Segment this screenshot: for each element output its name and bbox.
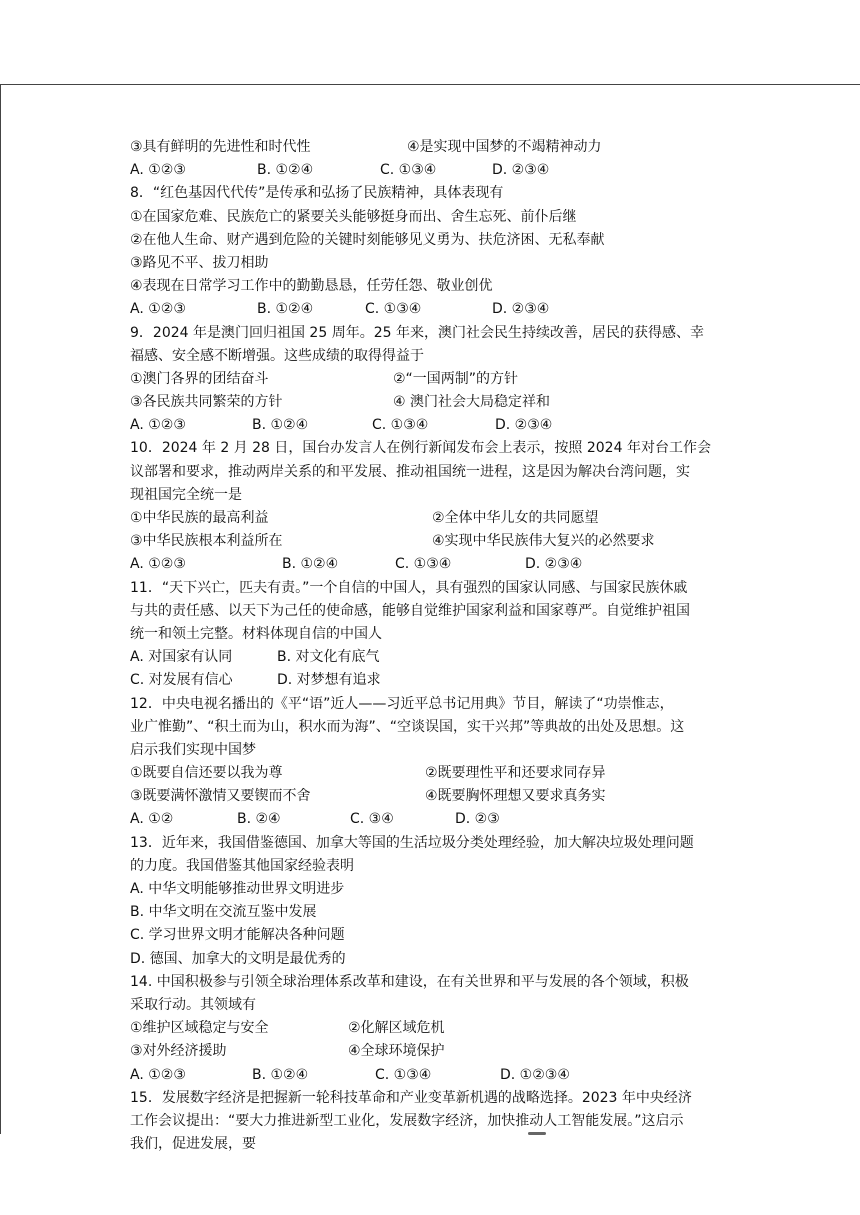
q13-option-c-row [130, 924, 742, 947]
q14-options [130, 1064, 742, 1087]
q9-statement-2: ②“一国两制”的方针 [393, 370, 519, 387]
q11-stem-line-1: 11．“天下兴亡，匹夫有责。”一个自信的中国人，具有强烈的国家认同感、与国家民族休戚 [130, 579, 688, 596]
q12-options [130, 808, 742, 831]
page-top-rule [0, 84, 860, 85]
q10-option-d[interactable]: D. ②③④ [525, 556, 583, 573]
q13-option-b[interactable]: B. 中华文明在交流互鉴中发展 [130, 904, 317, 921]
scan-mark [528, 1132, 546, 1135]
q10-statement-2: ②全体中华儿女的共同愿望 [432, 510, 599, 526]
q12-stem-line-2: 业广惟勤”、“积土而为山，积水而为海”、“空谈误国，实干兴邦”等典故的出处及思想。这 [130, 718, 685, 735]
q15-stem-line-2: 工作会议提出：“要大力推进新型工业化，发展数字经济，加快推动人工智能发展。”这启示 [130, 1112, 684, 1129]
q11-option-a[interactable]: A. 对国家有认同 [130, 649, 233, 666]
q14-option-c[interactable]: C. ①③④ [375, 1066, 432, 1083]
q8-statement-1: ①在国家危难、民族危亡的紧要关头能够挺身而出、舍生忘死、前仆后继 [130, 208, 577, 225]
q9-statement-4: ④ 澳门社会大局稳定祥和 [393, 394, 551, 411]
q13-option-b-row [130, 901, 742, 924]
page-left-rule [0, 84, 1, 1134]
q14-statement-3: ③对外经济援助 [130, 1043, 227, 1060]
q10-statement-4: ④实现中华民族伟大复兴的必然要求 [432, 533, 655, 550]
q7-statement-4: ④是实现中国梦的不竭精神动力 [407, 139, 602, 155]
q8-option-d[interactable]: D. ②③④ [492, 301, 550, 318]
q11-option-d[interactable]: D. 对梦想有追求 [277, 672, 381, 689]
q11-options-row-1 [130, 646, 742, 669]
q14-statements-row-2 [130, 1040, 742, 1063]
q14-statements-row-1 [130, 1017, 742, 1040]
q8-statement-3: ③路见不平、拔刀相助 [130, 254, 269, 271]
q12-option-c[interactable]: C. ③④ [350, 811, 394, 828]
q15-stem-line-3: 我们，促进发展，要 [130, 1136, 256, 1153]
q14-option-b[interactable]: B. ①②④ [252, 1066, 309, 1083]
q14-stem-line-1: 14. 中国积极参与引领全球治理体系改革和建设，在有关世界和平与发展的各个领域，积极 [130, 973, 689, 990]
q8-statement-2: ②在他人生命、财产遇到危险的关键时刻能够见义勇为、扶危济困、无私奉献 [130, 231, 605, 248]
q12-statement-2: ②既要理性平和还要求同存异 [425, 765, 606, 782]
q10-option-b[interactable]: B. ①②④ [282, 556, 339, 573]
q13-option-d-row [130, 948, 742, 971]
q12-stem-line-1: 12．中央电视名播出的《平“语”近人——习近平总书记用典》节目，解读了“功崇惟志， [130, 695, 674, 712]
q10-stem-line-3: 现祖国完全统一是 [130, 486, 242, 503]
q10-stem-line-2: 议部署和要求，推动两岸关系的和平发展、推动祖国统一进程，这是因为解决台湾问题，实 [130, 463, 690, 480]
q15-stem-line-1: 15．发展数字经济是把握新一轮科技革命和产业变革新机遇的战略选择。2023 年中央经济 [130, 1089, 692, 1106]
q11-options-row-2 [130, 669, 742, 692]
q9-option-a[interactable]: A. ①②③ [130, 417, 186, 434]
q12-option-a[interactable]: A. ①② [130, 811, 174, 828]
q9-statement-3: ③各民族共同繁荣的方针 [130, 394, 283, 411]
q9-stem-line-2: 福感、安全感不断增强。这些成绩的取得得益于 [130, 347, 424, 364]
q12-option-b[interactable]: B. ②④ [237, 811, 281, 828]
q14-statement-4: ④全球环境保护 [348, 1043, 445, 1060]
q7-options [130, 159, 742, 182]
q10-option-c[interactable]: C. ①③④ [395, 556, 452, 573]
q8-options [130, 298, 742, 321]
q10-stem-line-1: 10．2024 年 2 月 28 日，国台办发言人在例行新闻发布会上表示，按照 2024 年对台工作会 [130, 440, 711, 457]
q12-statements-row-2 [130, 785, 742, 808]
q12-statement-4: ④既要胸怀理想又要求真务实 [425, 788, 606, 805]
q11-stem-line-3: 统一和领土完整。材料体现自信的中国人 [130, 625, 382, 642]
q10-statements-row-2 [130, 530, 742, 553]
q13-option-a[interactable]: A. 中华文明能够推动世界文明进步 [130, 881, 345, 897]
q10-statements-row-1 [130, 507, 742, 530]
q12-statement-1: ①既要自信还要以我为尊 [130, 765, 283, 782]
q9-option-b[interactable]: B. ①②④ [252, 417, 309, 434]
q7-statements-row [130, 136, 742, 159]
q13-option-d[interactable]: D. 德国、加拿大的文明是最优秀的 [130, 950, 346, 967]
q13-stem-line-1: 13．近年来，我国借鉴德国、加拿大等国的生活垃圾分类处理经验，加大解决垃圾处理问题 [130, 834, 694, 851]
q7-option-d[interactable]: D. ②③④ [492, 162, 550, 179]
q9-statements-row-2 [130, 391, 742, 414]
q11-option-c[interactable]: C. 对发展有信心 [130, 672, 233, 689]
q12-statements-row-1 [130, 762, 742, 785]
q11-stem-line-2: 与共的责任感、以天下为己任的使命感，能够自觉维护国家利益和国家尊严。自觉维护祖国 [130, 602, 690, 619]
q9-option-d[interactable]: D. ②③④ [495, 417, 553, 434]
q10-options [130, 553, 742, 576]
q13-stem-line-2: 的力度。我国借鉴其他国家经验表明 [130, 857, 354, 874]
q12-option-d[interactable]: D. ②③ [455, 811, 500, 828]
q11-option-b[interactable]: B. 对文化有底气 [277, 649, 380, 666]
q9-stem-line-1: 9．2024 年是澳门回归祖国 25 周年。25 年来，澳门社会民生持续改善，居民的获得感、幸 [130, 324, 704, 341]
q13-option-a-row [130, 878, 742, 901]
q9-statement-1: ①澳门各界的团结奋斗 [130, 370, 269, 387]
q14-option-d[interactable]: D. ①②③④ [500, 1066, 570, 1083]
q9-statements-row-1 [130, 368, 742, 391]
q10-statement-1: ①中华民族的最高利益 [130, 510, 269, 526]
q7-statement-3: ③具有鲜明的先进性和时代性 [130, 139, 311, 155]
q10-option-a[interactable]: A. ①②③ [130, 556, 186, 573]
q14-option-a[interactable]: A. ①②③ [130, 1066, 186, 1083]
q14-statement-2: ②化解区域危机 [348, 1020, 445, 1037]
q9-option-c[interactable]: C. ①③④ [372, 417, 429, 434]
q8-stem: 8．“红色基因代代传”是传承和弘扬了民族精神，具体表现有 [130, 185, 504, 202]
q7-option-a[interactable]: A. ①②③ [130, 162, 186, 179]
q8-option-b[interactable]: B. ①②④ [257, 301, 314, 318]
q10-statement-3: ③中华民族根本利益所在 [130, 533, 283, 550]
exam-page [130, 136, 742, 1156]
q8-statement-4: ④表现在日常学习工作中的勤勤恳恳，任劳任怨、敬业创优 [130, 278, 493, 295]
q9-options [130, 414, 742, 437]
q7-option-b[interactable]: B. ①②④ [257, 162, 314, 179]
q14-stem-line-2: 采取行动。其领域有 [130, 996, 256, 1013]
q12-stem-line-3: 启示我们实现中国梦 [130, 741, 256, 758]
q7-option-c[interactable]: C. ①③④ [380, 162, 437, 179]
q8-option-c[interactable]: C. ①③④ [365, 301, 422, 318]
q14-statement-1: ①维护区域稳定与安全 [130, 1020, 269, 1037]
q8-option-a[interactable]: A. ①②③ [130, 301, 186, 318]
q12-statement-3: ③既要满怀激情又要锲而不舍 [130, 788, 311, 805]
q13-option-c[interactable]: C. 学习世界文明才能解决各种问题 [130, 927, 345, 944]
